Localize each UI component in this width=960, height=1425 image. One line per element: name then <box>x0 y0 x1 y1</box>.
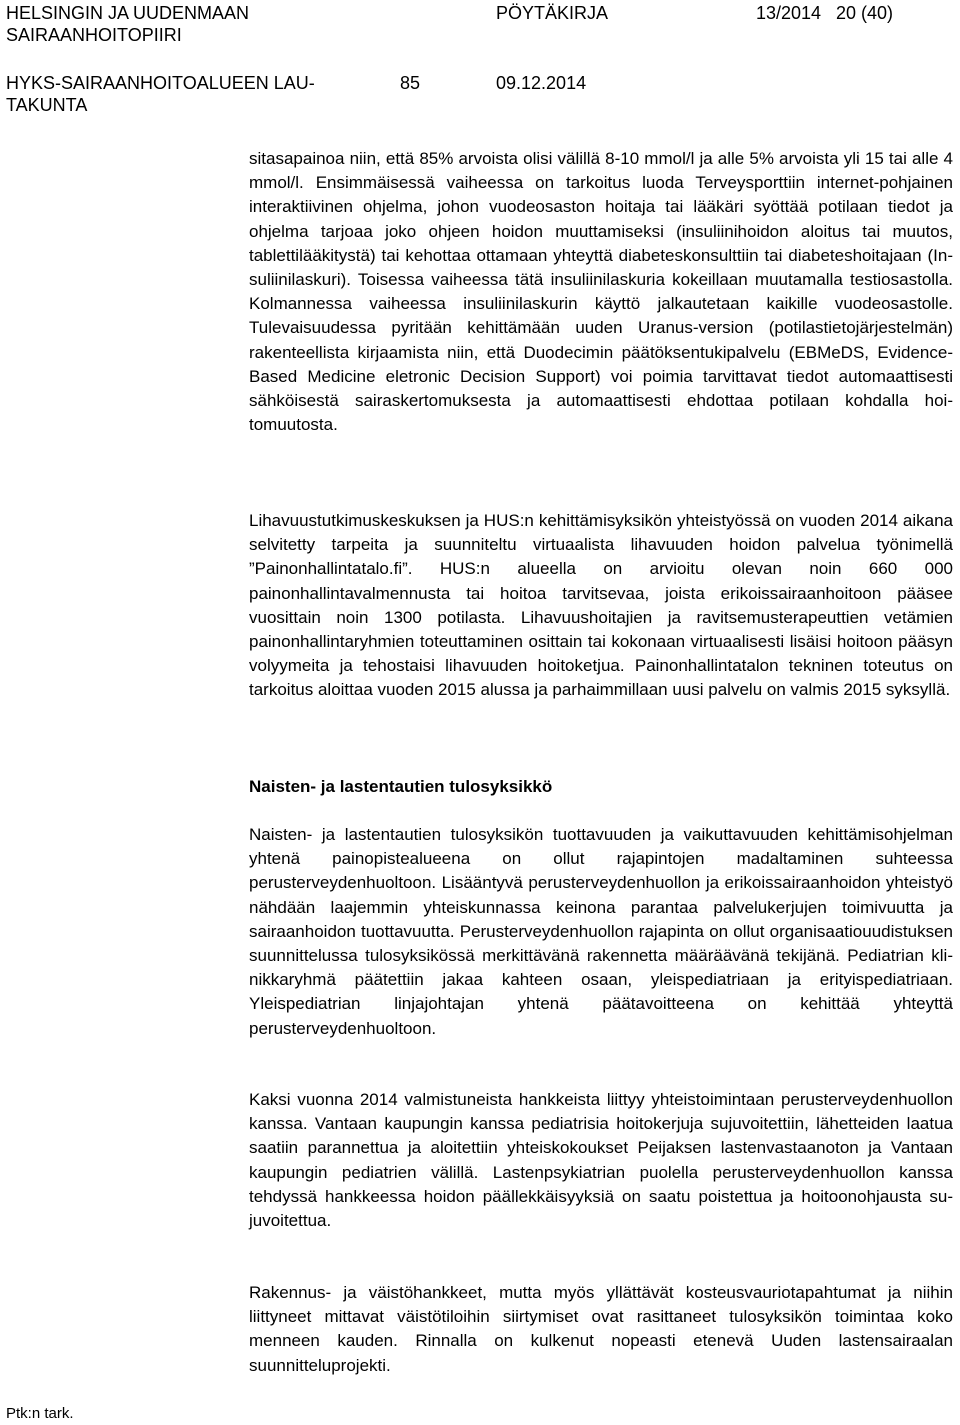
organization-name-line1: HELSINGIN JA UUDENMAAN <box>6 3 250 23</box>
organization-subunit-line2: TAKUNTA <box>6 95 88 115</box>
page-number: 20 (40) <box>836 3 894 23</box>
body-paragraph-1: sitasapainoa niin, että 85% arvoista olisi välillä 8-10 mmol/l ja alle 5% arvoista yli 15 tai alle 4 mmol/l. Ensimmäisessä vaiheessa on tarkoitus luoda Terveysporttiin internet-pohjainen interaktiivinen ohjelma, johon vuodeosaston hoitaja tai lääkäri syöttää potilaan tiedot ja ohjelma tarjoaa joko ohjeen hoidon muuttamiseksi (insuliinihoidon aloitus tai muutos, tablettilääkitystä) tai kehottaa ottamaan yhteyttä diabeteskonsulttiin tai diabeteshoitajaan (Insuliinilaskuri). Toisessa vaiheessa tätä insuliinilaskuria kokeillaan muutamalla testiosastolla. Kolmannessa vaiheessa insuliinilaskurin käyttö jalkautetaan kaikille vuodeosastolle. Tulevaisuudessa pyritään kehittämään uuden Uranus-version (potilastietojärjestelmän) rakenteellista kirjaamista niin, että Duodecimin päätöksentukipalvelu (EBMeDS, Evidence-Based Medicine eletronic Decision Support) voi poimia tarvittavat tiedot automaattisesti sähköisestä sairaskertomuksesta ja automaattisesti ehdottaa potilaan kohdalla hoitomuutosta. <box>249 149 953 435</box>
section-number: 85 <box>400 73 421 93</box>
minutes-checker-note: Ptk:n tark. <box>6 1405 74 1422</box>
meeting-number: 13/2014 <box>756 3 822 23</box>
organization-subunit <box>6 72 315 116</box>
organization-subunit-line1: HYKS-SAIRAANHOITOALUEEN LAU- <box>6 73 315 93</box>
organization-name <box>6 2 249 46</box>
body-paragraph-3: Naisten- ja lastentautien tulosyksikön tuottavuuden ja vaikuttavuuden kehittämisohjelman yhtenä painopistealueena on ollut rajapintojen madaltaminen suhteessa perusterveydenhuoltoon. Lisääntyvä perusterveydenhuollon ja erikoissairaanhoidon yhteistyö nähdään laajemmin yhteiskunnassa keinona parantaa palvelukerjujen toimivuutta ja sairaanhoidon tuottavuutta. Perusterveydenhuollon rajapinta on ollut organisaatiouudistuksen suunnittelussa tulosyksikössä merkittävänä rakennetta määräävänä tekijänä. Pediatrian klinikkaryhmä päätettiin jakaa kahteen osaan, yleispediatriaan ja erityispediatriaan. Yleispediatrian linjajohtajan yhtenä päätavoitteena on kehittää yhteyttä perusterveydenhuoltoon. <box>249 825 953 1038</box>
organization-name-line2: SAIRAANHOITOPIIRI <box>6 25 182 45</box>
document-type: PÖYTÄKIRJA <box>496 3 609 23</box>
section-heading: Naisten- ja lastentautien tulosyksikkö <box>249 777 553 796</box>
body-paragraph-4: Kaksi vuonna 2014 valmistuneista hankkeista liittyy yhteistoimintaan perusterveydenhuollon kanssa. Vantaan kaupungin kanssa pediatrisia hoitokerjuja sujuvoitettiin, lähetteiden laatua saatiin parannettua ja aloitettiin yhteiskokoukset Peijaksen lastenvastaanoton ja Vantaan kaupungin pediatrien välillä. Lastenpsykiatrian puolella perusterveydenhuollon kanssa tehdyssä hankkeessa hoidon päällekkäisyyksiä on saatu poistettua ja hoitoonohjausta sujuvoitettua. <box>249 1090 953 1231</box>
body-paragraph-2: Lihavuustutkimuskeskuksen ja HUS:n kehittämisyksikön yhteistyössä on vuoden 2014 aikana selvitetty tarpeita ja suunniteltu virtuaalista lihavuuden hoidon palvelua työnimellä ”Painonhallintatalo.fi”. HUS:n alueella on arvioitu olevan noin 660 000 painonhallintavalmennusta tai hoitoa tarvitsevaa, joista erikoissairaanhoitoon pääsee vuosittain noin 1300 potilasta. Lihavuushoitajien ja ravitsemusterapeuttien vetämien painonhallintaryhmien toteuttaminen osittain tai kokonaan virtuaalisesti lisäisi hoitoon pääsyn volyymeita ja tehostaisi lihavuuden hoitoketjua. Painonhallintatalon tekninen toteutus on tarkoitus aloittaa vuoden 2015 alussa ja parhaimmillaan uusi palvelu on valmis 2015 syksyllä. <box>249 511 953 700</box>
document-date: 09.12.2014 <box>496 73 587 93</box>
body-paragraph-5: Rakennus- ja väistöhankkeet, mutta myös yllättävät kosteusvauriotapahtumat ja niihin liittyneet mittavat väistötiloihin siirtymiset ovat rasittaneet tulosyksikön toimintaa koko menneen kauden. Rinnalla on kulkenut nopeasti etenevä Uuden lastensairaalan suunnitteluprojekti. <box>249 1283 953 1375</box>
